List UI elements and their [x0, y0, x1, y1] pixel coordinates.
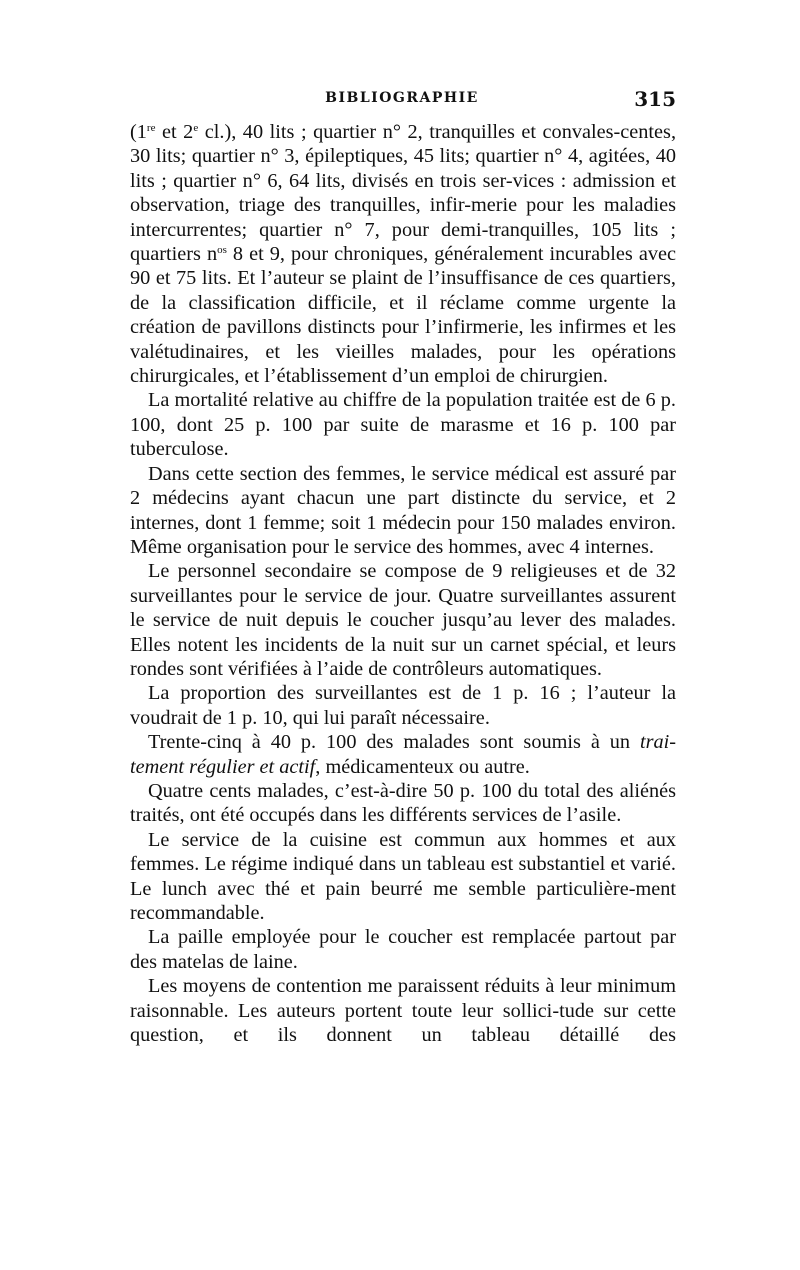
paragraph-1-part-c: cl.), 40 lits ; quartier n° 2, tranquilles et convales-centes, 30 lits; quartier n° 3, épileptiques, 45 lits; quartier n° 4, agitées, 40 lits ; quartier n° 6, 64 lits, divisés en trois ser-vices : admission et observation, triage des tranquilles, infir-merie pour les maladies intercurrentes; quartier n° 7, pour demi-tranquilles, 105 lits ; quartiers n — [130, 121, 677, 266]
paragraph-1-sup-b: e — [193, 122, 199, 134]
paragraph-6 — [130, 730, 676, 779]
running-title: BIBLIOGRAPHIE — [325, 90, 479, 106]
running-head — [128, 87, 676, 116]
paragraph-5: La proportion des surveillantes est de 1 p. 16 ; l’auteur la voudrait de 1 p. 10, qui lui paraît nécessaire. — [130, 682, 676, 729]
paragraph-2: La mortalité relative au chiffre de la population traitée est de 6 p. 100, dont 25 p. 100 par suite de marasme et 16 p. 100 par tuberculose. — [130, 389, 676, 461]
paragraph-1-part-a: (1 — [130, 121, 147, 143]
paragraph-1-part-d: 8 et 9, pour chroniques, généralement incurables avec 90 et 75 lits. Et l’auteur se plaint de l’insuffisance de ces quartiers, de la classification difficile, et il réclame comme urgente la création de pavillons distincts pour l’infirmerie, les infirmes et les valétudinaires, et les vieilles malades, pour les opérations chirurgicales, et l’établissement d’un emploi de chirurgien. — [130, 243, 676, 388]
paragraph-6-part-b: , médicamenteux ou autre. — [315, 755, 530, 778]
paragraph-1-sup-a: re — [146, 122, 156, 134]
paragraph-8: Le service de la cuisine est commun aux hommes et aux femmes. Le régime indiqué dans un tableau est substantiel et varié. Le lunch avec thé et pain beurré me semble particulière-ment recommandable. — [130, 828, 676, 924]
paragraph-6-italic: trai-tement régulier et actif — [130, 731, 676, 778]
paragraph-1-part-b: et 2 — [155, 121, 194, 143]
paragraph-4: Le personnel secondaire se compose de 9 religieuses et de 32 surveillantes pour le service de jour. Quatre surveillantes assurent le service de nuit depuis le coucher jusqu’au lever des malades. Elles notent les incidents de la nuit sur un carnet spécial, et leurs rondes sont vérifiées à l’aide de contrôleurs automatiques. — [130, 560, 676, 680]
page-number: 315 — [634, 87, 676, 111]
paragraph-10: Les moyens de contention me paraissent réduits à leur minimum raisonnable. Les auteurs portent toute leur sollici-tude sur cette question, et ils donnent un tableau détaillé des — [130, 975, 676, 1047]
paragraph-1 — [130, 120, 676, 388]
paragraph-7: Quatre cents malades, c’est-à-dire 50 p. 100 du total des aliénés traités, ont été occupés dans les différents services de l’asile. — [130, 779, 676, 827]
body-text — [130, 120, 676, 1047]
paragraph-1-sup-c: os — [217, 244, 227, 257]
paragraph-9: La paille employée pour le coucher est remplacée partout par des matelas de laine. — [130, 926, 676, 973]
paragraph-3: Dans cette section des femmes, le service médical est assuré par 2 médecins ayant chacun une part distincte du service, et 2 internes, dont 1 femme; soit 1 médecin pour 150 malades environ. Même organisation pour le service des hommes, avec 4 internes. — [130, 462, 676, 558]
paragraph-6-part-a: Trente-cinq à 40 p. 100 des malades sont soumis à un — [148, 731, 640, 754]
